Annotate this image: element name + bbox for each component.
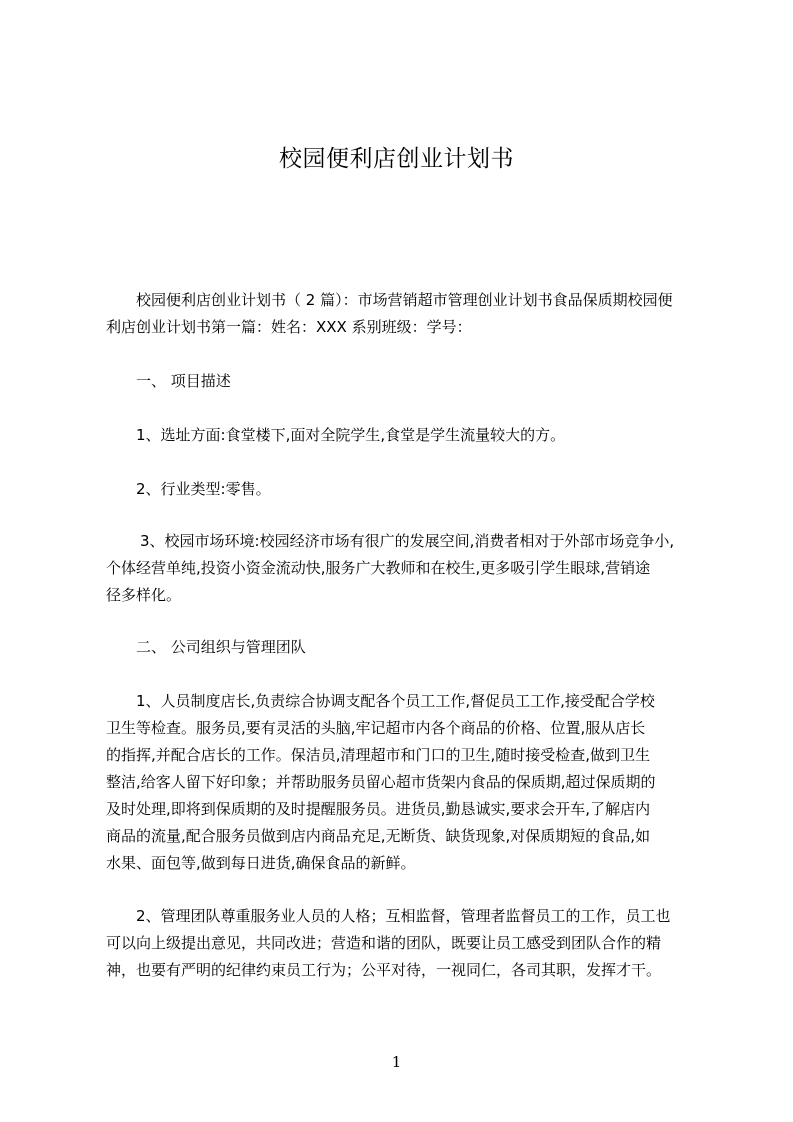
team-line-1: 2、管理团队尊重服务业人员的人格；互相监督，管理者监督员工的工作，员工也 [136,907,671,925]
intro-line-2: 利店创业计划书第一篇：姓名：XXX 系别班级：学号： [106,318,472,336]
document-title: 校园便利店创业计划书 [279,146,514,172]
item-industry-type: 2、行业类型:零售。 [136,480,271,498]
staff-line-7: 水果、面包等,做到每日进货,确保食品的新鲜。 [106,854,416,872]
item-market-line-2: 个体经营单纯,投资小资金流动快,服务广大教师和在校生,更多吸引学生眼球,营销途 [106,559,651,577]
staff-line-5: 及时处理,即将到保质期的及时提醒服务员。进货员,勤恳诚实,要求会开车,了解店内 [106,800,651,818]
item-market-line-3: 径多样化。 [106,586,182,604]
item-location: 1、选址方面:食堂楼下,面对全院学生,食堂是学生流量较大的方。 [136,426,566,444]
page-number: 1 [391,1053,402,1071]
staff-line-2: 卫生等检查。服务员,要有灵活的头脑,牢记超市内各个商品的价格、位置,服从店长 [106,719,646,737]
section-heading-team: 二、 公司组织与管理团队 [136,638,306,656]
item-market-line-1: 3、校园市场环境:校园经济市场有很广的发展空间,消费者相对于外部市场竞争小, [140,532,675,550]
section-heading-project-description: 一、 项目描述 [136,372,231,390]
team-line-2: 可以向上级提出意见，共同改进；营造和谐的团队，既要让员工感受到团队合作的精 [106,934,662,952]
staff-line-1: 1、人员制度店长,负责综合协调支配各个员工工作,督促员工工作,接受配合学校 [136,692,655,710]
staff-line-3: 的指挥,并配合店长的工作。保洁员,清理超市和门口的卫生,随时接受检查,做到卫生 [106,746,651,764]
staff-line-6: 商品的流量,配合服务员做到店内商品充足,无断货、缺货现象,对保质期短的食品,如 [106,827,651,845]
team-line-3: 神，也要有严明的纪律约束员工行为；公平对待，一视同仁，各司其职，发挥才干。 [106,961,662,979]
staff-line-4: 整洁,给客人留下好印象；并帮助服务员留心超市货架内食品的保质期,超过保质期的 [106,773,656,791]
intro-line-1: 校园便利店创业计划书（ 2 篇）：市场营销超市管理创业计划书食品保质期校园便 [136,291,673,309]
